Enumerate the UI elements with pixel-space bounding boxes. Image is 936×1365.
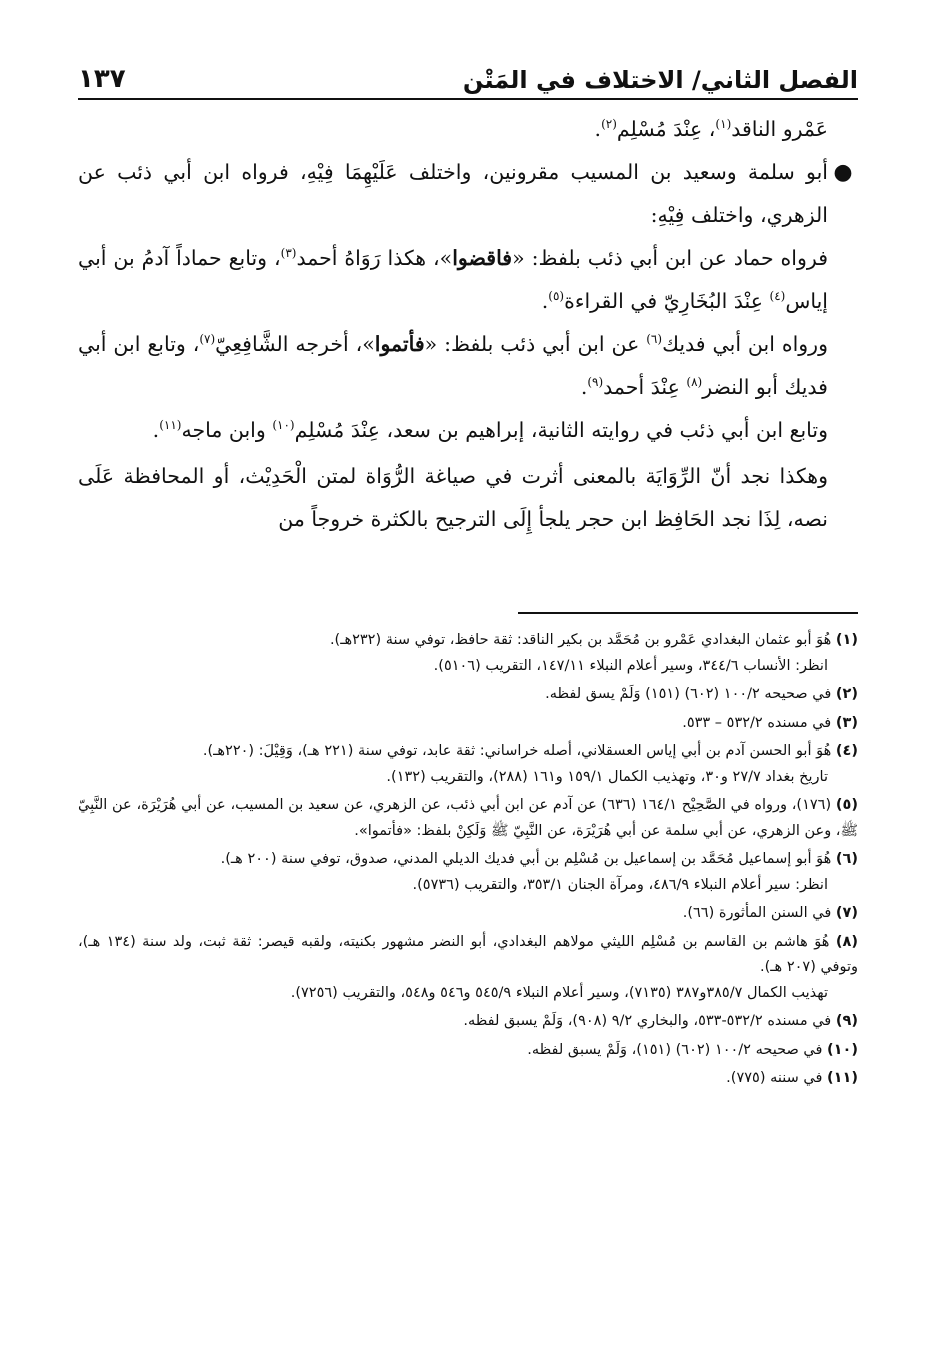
footnote-reference-line: تهذيب الكمال ٣٨٥/٧و٣٨٧ (٧١٣٥)، وسير أعلام النبلاء ٥٤٥/٩ و٥٤٦ و٥٤٨، والتقريب (٧٢٥٦).	[290, 984, 828, 1001]
paragraph-2: أبو سلمة وسعيد بن المسيب مقرونين، واختلف عَلَيْهِمَا فِيْهِ، فرواه ابن أبي ذئب عن الزهري، واختلف فِيْهِ:	[78, 160, 828, 227]
footnote-number: (٦)	[835, 851, 858, 867]
footnote-divider	[518, 612, 858, 614]
text-span: فرواه حماد عن ابن أبي ذئب بلفظ: «	[512, 246, 829, 270]
footnote-reference-line: انظر: سير أعلام النبلاء ٤٨٦/٩، ومرآة الجنان ٣٥٣/١، والتقريب (٥٧٣٦).	[412, 876, 828, 893]
paragraph-3	[78, 237, 858, 323]
page-number: ١٣٧	[78, 64, 126, 94]
footnote-number: (٧)	[835, 905, 858, 921]
footnote-text: في صحيحه ١٠٠/٢ (٦٠٢) (١٥١) وَلَمْ يسق لفظه.	[545, 686, 832, 702]
footnote-text: في مسنده ٥٣٢/٢-٥٣٣، والبخاري ٩/٢ (٩٠٨)، وَلَمْ يسبق لفظه.	[463, 1013, 832, 1029]
footnote-number: (٨)	[835, 933, 858, 950]
text-span: »، أخرجه الشَّافِعِيّ	[215, 332, 375, 356]
footnote-text: (١٧٦)، ورواه في الصَّحِيْح ١٦٤/١ (٦٣٦) عن آدم عن ابن أبي ذئب، عن الزهري، عن سعيد بن المسيب، عن أبي هُرَيْرَة، عن النَّبِيّ ﷺ، وعن الزهري، عن أبي سلمة عن أبي هُرَيْرَة، عن النَّبِيّ ﷺ وَلَكِنْ بلفظ: «فأتموا».	[78, 797, 858, 839]
text-span: »، هكذا رَوَاهُ أحمد	[296, 246, 453, 270]
paragraph-5	[78, 409, 858, 452]
footnote-text: هُوَ هاشم بن القاسم بن مُسْلِم الليثي مولاهم البغدادي، أبو النضر مشهور بكنيته، ولقبه قيصر: ثقة ثبت، ولد سنة (١٣٤ هـ)، وتوفي (٢٠٧ هـ).	[78, 933, 858, 975]
bullet-icon: ●	[833, 160, 853, 185]
footnote-number: (٢)	[835, 686, 858, 702]
footnote	[78, 930, 858, 1007]
footnote-ref: (٨)	[686, 375, 703, 390]
footnote-number: (٣)	[835, 714, 858, 731]
footnote-ref: (٢)	[601, 117, 617, 132]
footnote-ref: (٤)	[769, 289, 786, 304]
paragraph-4	[78, 323, 858, 409]
text-span: ، وتابع حماداً آدمُ بن أبي إياس	[78, 246, 828, 313]
text-span: عَمْرو الناقد	[731, 117, 828, 141]
text-span: وتابع ابن أبي ذئب في روايته الثانية، إبراهيم بن سعد، عِنْدَ مُسْلِم	[294, 418, 828, 442]
footnote-text: في السنن المأثورة (٦٦).	[682, 905, 832, 921]
footnote	[78, 901, 858, 927]
footnote-reference-line: انظر: الأنساب ٣٤٤/٦، وسير أعلام النبلاء ١٤٧/١١، التقريب (٥١٠٦).	[433, 657, 828, 674]
footnote	[78, 628, 858, 679]
page-header	[78, 54, 858, 100]
footnote-ref: (١١)	[159, 418, 182, 433]
footnote-ref: (٩)	[587, 375, 604, 390]
text-span: عِنْدَ البُخَارِيّ في القراءة	[564, 289, 770, 313]
footnote-number: (١)	[835, 632, 858, 648]
footnote	[78, 793, 858, 844]
footnote-text: هُوَ أبو إسماعيل مُحَمَّد بن إسماعيل بن مُسْلِم بن أبي فديك الديلي المدني، صدوق، توفي سنة (٢٠٠ هـ).	[220, 851, 832, 867]
text-span: ، وتابع ابن أبي فديك أبو النضر	[78, 332, 828, 399]
text-span: .	[594, 117, 602, 141]
text-span: .	[580, 375, 588, 399]
footnote-ref: (٥)	[548, 289, 565, 304]
footnote-ref: (١٠)	[272, 418, 295, 433]
text-span: عن ابن أبي ذئب بلفظ: «	[424, 332, 647, 356]
text-span: عِنْدَ أحمد	[603, 375, 687, 399]
footnote-number: (٩)	[835, 1013, 858, 1029]
footnote	[78, 682, 858, 708]
paragraph-1	[78, 108, 858, 151]
footnote-number: (١١)	[827, 1070, 858, 1086]
footnote-number: (١٠)	[827, 1041, 858, 1058]
footnote	[78, 1066, 858, 1092]
footnotes	[78, 628, 858, 1095]
footnote-ref: (٧)	[199, 332, 216, 347]
quoted-word: فاقضوا	[452, 246, 513, 270]
text-span: وابن ماجه	[181, 418, 273, 442]
chapter-title: الفصل الثاني/ الاختلاف في المَتْن	[462, 66, 858, 94]
footnote-ref: (١)	[715, 117, 732, 132]
text-span: ، عِنْدَ مُسْلِم	[616, 117, 716, 141]
footnote-ref: (٣)	[280, 246, 297, 261]
footnote-ref: (٦)	[646, 332, 663, 347]
quoted-word: فأتموا	[374, 332, 425, 356]
footnote	[78, 739, 858, 790]
footnote-number: (٥)	[835, 797, 859, 813]
paragraph-6: وهكذا نجد أنّ الرِّوَايَة بالمعنى أثرت في صياغة الرُّوَاة لمتن الْحَدِيْث، أو المحافظة عَلَى نصه، لِذَا نجد الحَافِظ ابن حجر يلجأ إِلَى الترجيح بالكثرة خروجاً من	[78, 464, 828, 531]
main-text	[78, 108, 858, 541]
footnote-number: (٤)	[835, 743, 858, 759]
footnote-text: هُوَ أبو عثمان البغدادي عَمْرو بن مُحَمَّد بن بكير الناقد: ثقة حافظ، توفي سنة (٢٣٢هـ).	[329, 632, 832, 648]
bullet-item	[78, 151, 858, 237]
footnote-text: في صحيحه ١٠٠/٢ (٦٠٢) (١٥١)، وَلَمْ يسبق لفظه.	[527, 1041, 823, 1058]
footnote	[78, 1038, 858, 1064]
footnote	[78, 1009, 858, 1035]
text-span: .	[152, 418, 160, 442]
text-span: .	[541, 289, 549, 313]
footnote-text: في سننه (٧٧٥).	[726, 1070, 823, 1086]
footnote-text: في مسنده ٥٣٢/٢ – ٥٣٣.	[682, 714, 832, 731]
footnote-text: هُوَ أبو الحسن آدم بن أبي إياس العسقلاني، أصله خراساني: ثقة عابد، توفي سنة (٢٢١ هـ)، وَقِيْلَ: (٢٢٠هـ).	[202, 743, 832, 759]
footnote	[78, 711, 858, 737]
footnote-reference-line: تاريخ بغداد ٢٧/٧ و٣٠، وتهذيب الكمال ١٥٩/١ و١٦١ (٢٨٨)، والتقريب (١٣٢).	[386, 768, 828, 785]
footnote	[78, 847, 858, 898]
text-span: ورواه ابن أبي فديك	[662, 332, 828, 356]
